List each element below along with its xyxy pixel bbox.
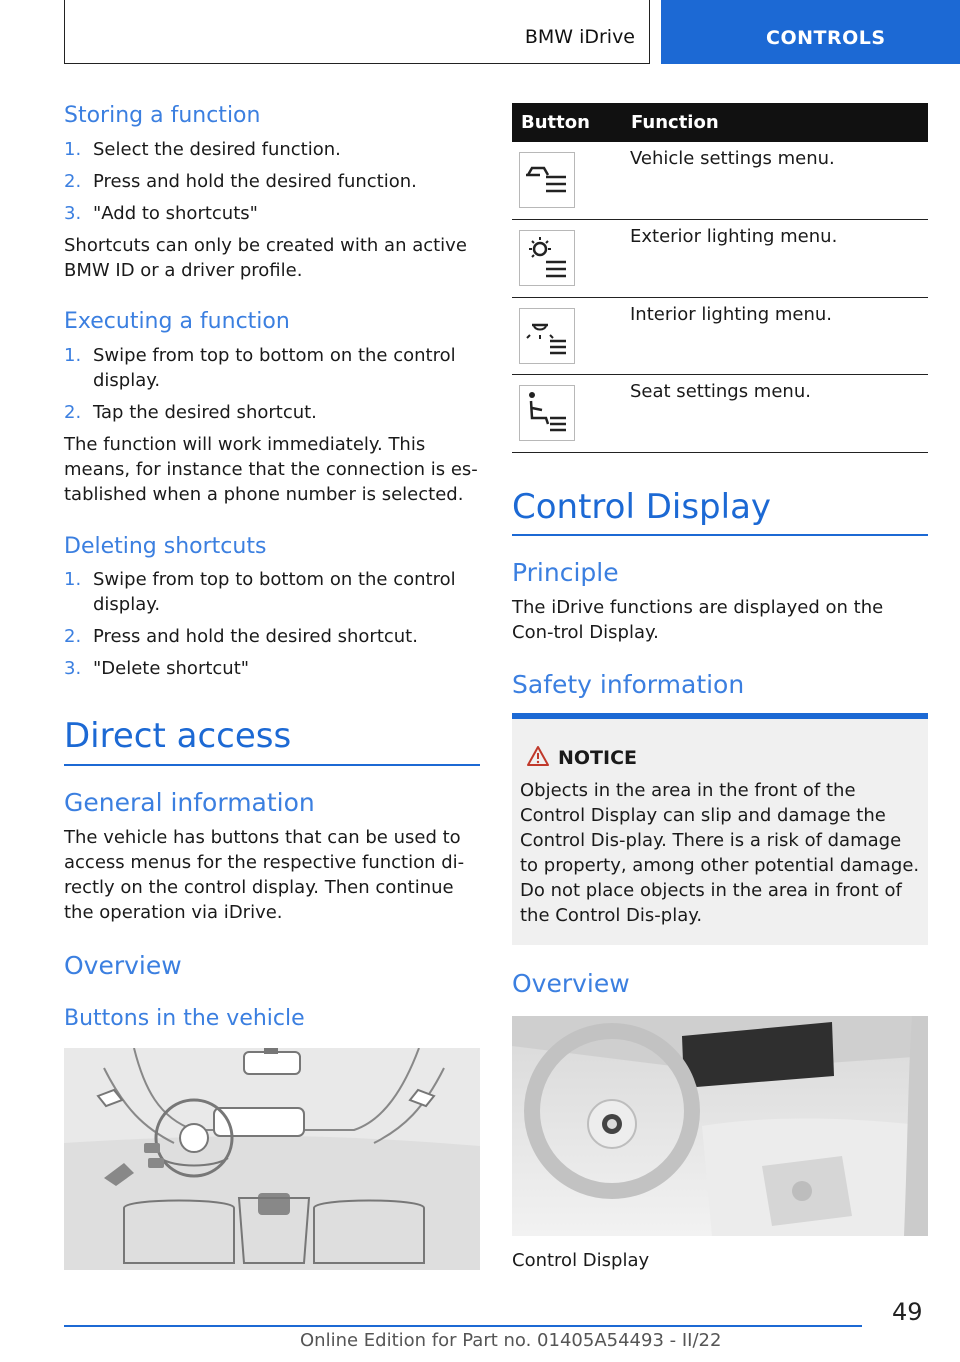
table-row: [512, 375, 928, 453]
table-cell-function: Seat settings menu.: [630, 381, 811, 402]
storing-note: Shortcuts can only be created with an active BMW ID or a driver profile.: [64, 235, 467, 281]
notice-text: Objects in the area in the front of the Control Display can slip and damage the Control Dis-play. There is a risk of damage to property, among other potential damage. Do not place objects in the area in front of the Control Dis-play.: [520, 780, 920, 926]
overview-heading-left: Overview: [64, 951, 182, 980]
table-header-function: Function: [631, 112, 719, 133]
table-cell-function: Vehicle settings menu.: [630, 148, 835, 169]
seat-settings-icon[interactable]: [519, 385, 575, 441]
overview-heading-right: Overview: [512, 969, 630, 998]
general-info-heading: General information: [64, 788, 315, 817]
buttons-heading: Buttons in the vehicle: [64, 1006, 305, 1031]
table-cell-function: Exterior lighting menu.: [630, 226, 838, 247]
control-display-heading: Control Display: [512, 487, 772, 527]
vehicle-buttons-illustration: [64, 1048, 480, 1270]
principle-text: The iDrive functions are displayed on the Con-trol Display.: [512, 597, 884, 643]
header-section-title: BMW iDrive: [524, 26, 635, 48]
table-cell-function: Interior lighting menu.: [630, 304, 832, 325]
safety-heading: Safety information: [512, 670, 745, 699]
executing-note: The function will work immediately. This means, for instance that the connection is es-tablished when a phone number is selected.: [64, 434, 478, 505]
page-number: 49: [892, 1298, 923, 1326]
vehicle-settings-icon[interactable]: [519, 152, 575, 208]
notice-title: NOTICE: [558, 747, 638, 769]
photo-caption: Control Display: [512, 1250, 650, 1271]
table-header-button: Button: [521, 112, 590, 133]
header-section-box: [64, 0, 650, 64]
warning-triangle-icon: [526, 745, 550, 767]
footer-rule: [64, 1325, 862, 1327]
table-row: [512, 298, 928, 375]
interior-lighting-icon[interactable]: [519, 308, 575, 364]
table-row: [512, 142, 928, 220]
general-info-text: The vehicle has buttons that can be used to access menus for the respective function di-rectly on the control display. Then continue the operation via iDrive.: [64, 827, 465, 923]
heading-rule: [64, 764, 480, 766]
footer-edition: Online Edition for Part no. 01405A54493 - II/22: [300, 1330, 722, 1351]
table-header: [512, 103, 928, 142]
exterior-lighting-icon[interactable]: [519, 230, 575, 286]
direct-access-heading: Direct access: [64, 716, 292, 756]
header-chapter-title: CONTROLS: [766, 27, 886, 49]
deleting-heading: Deleting shortcuts: [64, 534, 267, 559]
table-row: [512, 220, 928, 298]
header-chapter-tab[interactable]: [661, 0, 960, 64]
executing-heading: Executing a function: [64, 309, 290, 334]
heading-rule: [512, 534, 928, 536]
storing-heading: Storing a function: [64, 103, 261, 128]
control-display-photo: [512, 1016, 928, 1236]
principle-heading: Principle: [512, 558, 619, 587]
notice-box: [512, 713, 928, 945]
